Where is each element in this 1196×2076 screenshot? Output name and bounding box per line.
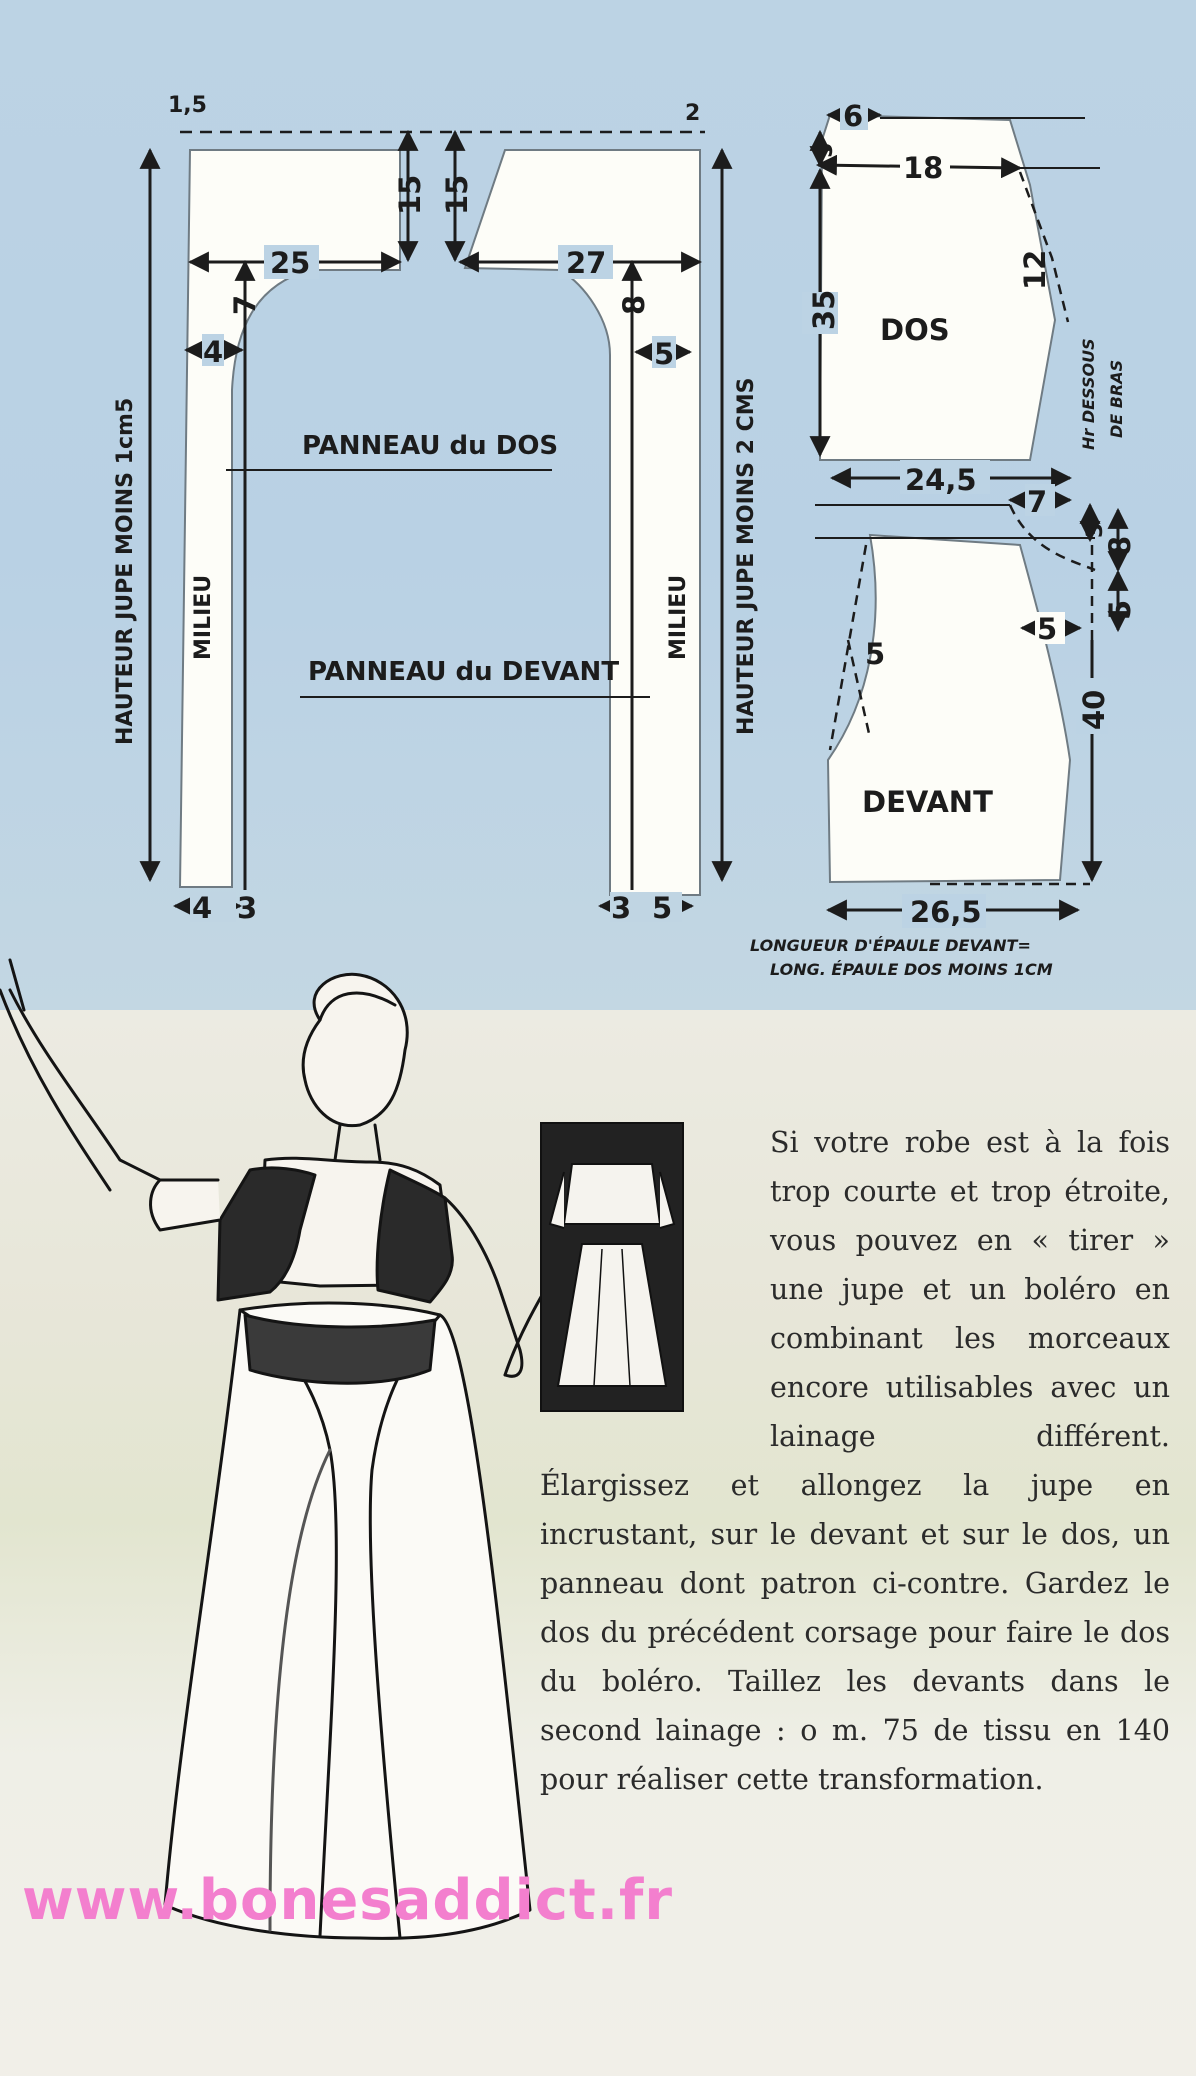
panneau-devant-label: PANNEAU du DEVANT — [308, 657, 620, 687]
dim-26-5: 26,5 — [910, 895, 982, 929]
dim-12: 12 — [1018, 249, 1052, 290]
devant-label: DEVANT — [862, 785, 993, 819]
dim-3-bottom-right: 3 — [611, 891, 632, 925]
dim-5-dart: 5 — [865, 637, 886, 671]
dim-4-bottom: 4 — [192, 891, 213, 925]
watermark: www.bonesaddict.fr — [22, 1868, 674, 1933]
hauteur-left-label: HAUTEUR JUPE MOINS 1cm5 — [113, 397, 138, 745]
dim-40: 40 — [1077, 689, 1111, 730]
dim-24-5: 24,5 — [905, 463, 977, 497]
hauteur-right-label: HAUTEUR JUPE MOINS 2 CMS — [734, 377, 759, 735]
panneau-dos-label: PANNEAU du DOS — [302, 431, 559, 461]
dim-5-side: 5 — [1103, 599, 1137, 620]
milieu-right-label: MILIEU — [666, 574, 691, 660]
dessous-bras-label-1: Hr DESSOUS — [1079, 338, 1098, 450]
dim-4-top: 4 — [203, 335, 224, 369]
dim-5-inner: 5 — [1037, 612, 1058, 646]
dim-15-left: 15 — [393, 174, 427, 215]
dim-8-bodice: 8 — [1103, 535, 1137, 556]
dim-3-bodice: 3 — [1083, 522, 1108, 538]
milieu-left-label: MILIEU — [191, 574, 216, 660]
dim-5-bottom: 5 — [652, 891, 673, 925]
dim-5-top: 5 — [654, 337, 675, 371]
dim-7-bodice: 7 — [1027, 485, 1048, 519]
dos-label: DOS — [880, 313, 950, 347]
dim-18: 18 — [903, 151, 944, 185]
corner-left-label: 1,5 — [168, 93, 207, 118]
shoulder-note-2: LONG. ÉPAULE DOS MOINS 1CM — [770, 960, 1053, 979]
dim-25: 25 — [270, 246, 311, 280]
dim-7: 7 — [228, 294, 262, 315]
dim-3-bottom-left: 3 — [237, 891, 258, 925]
pattern-diagram — [0, 0, 1196, 1010]
dim-15-right: 15 — [440, 174, 474, 215]
dim-27: 27 — [566, 246, 607, 280]
dim-6: 6 — [843, 99, 864, 133]
article-paragraph: Si votre robe est à la fois trop courte et trop étroite, vous pouvez en « tirer » une jupe et un boléro en combinant les morceaux encore utilisables avec un lainage différent. Élargissez et allongez la jupe en incrustant, sur le devant et sur le dos, un panneau dont patron ci-contre. Gardez le dos du précédent corsage pour faire le dos du boléro. Taillez les devants dans le second lainage : o m. 75 de tissu en 140 pour réaliser cette transformation. — [540, 1126, 1170, 1796]
dim-8: 8 — [617, 294, 651, 315]
corner-right-label: 2 — [685, 101, 701, 126]
dim-35: 35 — [807, 289, 841, 330]
dessous-bras-label-2: DE BRAS — [1107, 359, 1126, 438]
shoulder-note-1: LONGUEUR D'ÉPAULE DEVANT= — [750, 936, 1031, 955]
dim-5-shoulder: 5 — [813, 142, 838, 158]
